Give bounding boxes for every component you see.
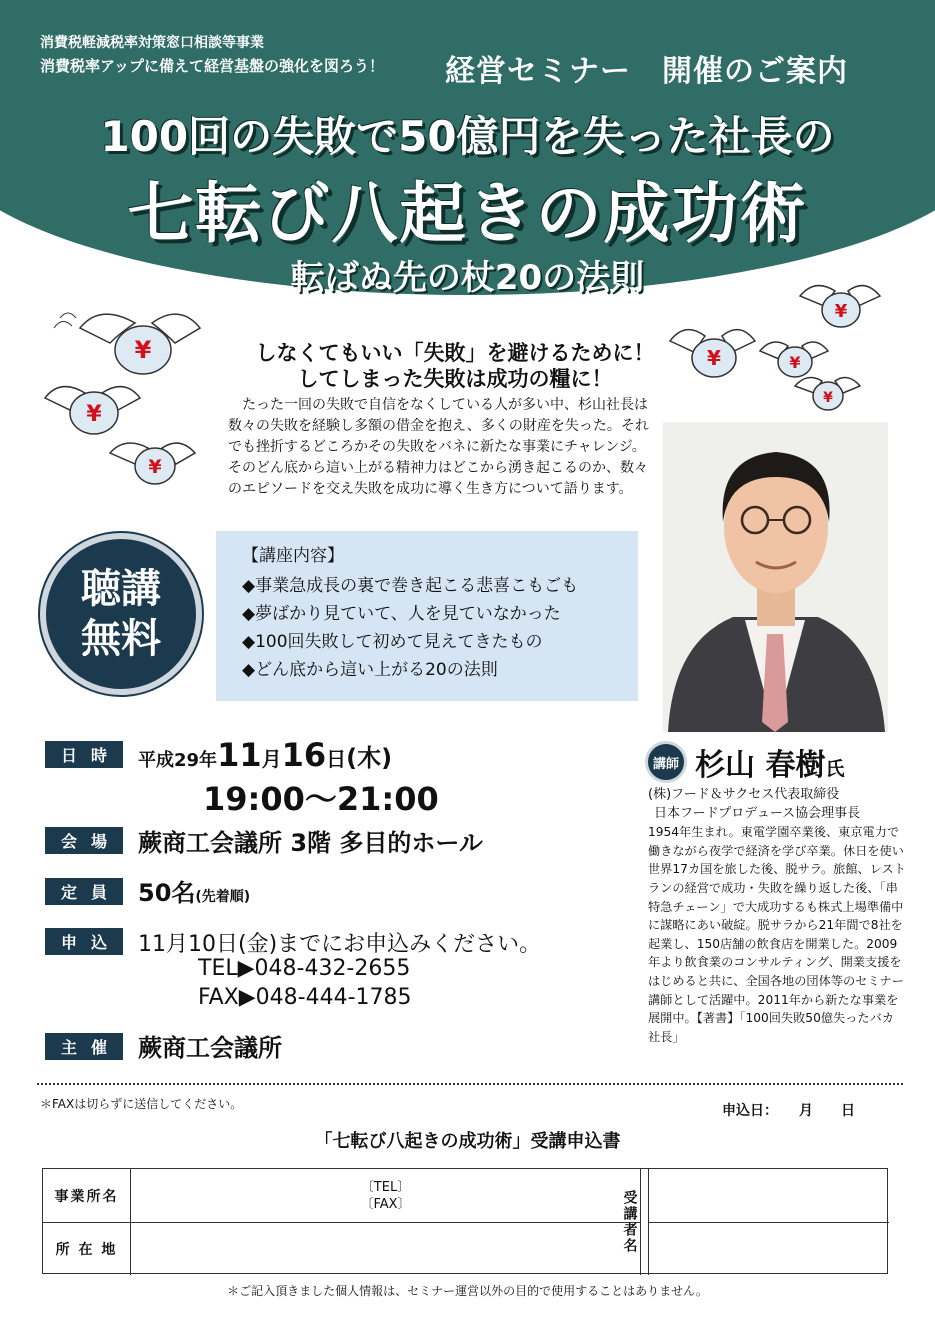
free-badge-line-2: 無料 [81, 616, 161, 662]
address-label: 所 在 地 [43, 1223, 131, 1275]
cut-line-divider [37, 1083, 903, 1085]
form-title: 「七転び八起きの成功術」受講申込書 [314, 1131, 621, 1152]
attendee-label: 受講者名 [611, 1169, 649, 1275]
flying-money-bag-icon [45, 387, 140, 434]
capacity-label: 定員 [45, 878, 123, 905]
date-era: 平成29年 [138, 750, 218, 771]
course-item: ◆夢ばかり見ていて、人を見ていなかった [242, 604, 561, 624]
attendee-field-1[interactable] [649, 1169, 889, 1223]
date-day: 16 [281, 736, 327, 774]
intro-paragraph: たった一回の失敗で自信をなくしている人が多い中、杉山社長は数々の失敗を経験し多額の借金を抱え、多くの財産を失った。それでも挫折するどころかその失敗をバネに新たな事業にチャレンジ。そのどん底から這い上がる精神力はどこから湧き起こるのか、数々のエピソードを交え失敗を成功に導く生き方について語ります。 [228, 397, 649, 497]
course-item: ◆事業急成長の裏で巻き起こる悲喜こもごも [242, 576, 579, 596]
svg-text:¥: ¥ [134, 336, 152, 364]
free-badge-line-1: 聴講 [81, 566, 161, 612]
svg-text:¥: ¥ [707, 346, 721, 370]
speaker-name: 杉山 春樹 [695, 748, 826, 783]
flying-money-bag-icon [800, 286, 880, 327]
apply-tel[interactable]: TEL▶048-432-2655 [198, 956, 411, 981]
date-weekday: (木) [346, 744, 393, 772]
speaker-profile [648, 786, 906, 1046]
svg-text:¥: ¥ [823, 390, 833, 406]
capacity-note: (先着順) [195, 889, 251, 905]
svg-text:¥: ¥ [834, 301, 848, 322]
speaker-name-line [695, 740, 844, 784]
flying-money-bag-icon [795, 377, 860, 410]
apply-label: 申込 [45, 928, 123, 955]
lead-line-2: してしまった失敗は成功の糧に！ [297, 367, 613, 391]
course-content-box [216, 531, 638, 701]
header-seminar-label: 経営セミナー 開催のご案内 [445, 54, 848, 89]
flying-money-bag-icon [760, 342, 828, 377]
flying-money-bag-icon [110, 443, 195, 484]
lead-line-1: しなくてもいい「失敗」を避けるために！ [255, 341, 655, 365]
svg-text:¥: ¥ [789, 353, 801, 372]
address-field[interactable] [131, 1223, 641, 1275]
speaker-honorific: 氏 [825, 758, 845, 780]
fax-note: ＊FAXは切らずに送信してください。 [40, 1097, 243, 1111]
apply-fax[interactable]: FAX▶048-444-1785 [198, 985, 412, 1010]
flying-money-illustration-left [40, 288, 250, 508]
headline-sub: 転ばぬ先の杖20の法則 [290, 258, 645, 298]
date-day-unit: 日 [326, 747, 347, 771]
capacity-number: 50名 [138, 879, 196, 907]
fax-placeholder: 〔FAX〕 [360, 1197, 411, 1212]
event-time: 19:00～21:00 [203, 780, 439, 818]
header-subtitle-program: 消費税軽減税率対策窓口相談等事業 [40, 35, 264, 51]
course-item: ◆どん底から這い上がる20の法則 [242, 660, 498, 680]
svg-text:¥: ¥ [148, 456, 162, 478]
host-label: 主催 [45, 1033, 123, 1060]
capacity-value [138, 873, 250, 908]
speaker-role-1: (株)フード＆サクセス代表取締役 [648, 787, 840, 802]
course-content-title: 【講座内容】 [242, 546, 344, 566]
host-name: 蕨商工会議所 [138, 1034, 282, 1062]
speaker-bio: 1954年生まれ。東電学園卒業後、東京電力で働きながら夜学で経済を学び卒業。休日を使い世界17カ国を旅した後、脱サラ。旅館、レストランの経営で成功・失敗を繰り返した後、「串特急チェーン」で大成功するも株式上場準備中に謀略にあい破綻。脱サラから21年間で8社を起業し、150店舗の飲食店を開業した。2009年より飲食業のコンサルティング、開業支援をはじめると共に、全国各地の団体等のセミナー講師として活躍中。2011年から新たな事業を展開中。【著書】「100回失敗50億失ったバカ社長」 [648, 825, 906, 1044]
office-name-field[interactable] [131, 1169, 641, 1223]
flying-money-bag-icon [670, 330, 755, 377]
header-subtitle-tax: 消費税率アップに備えて経営基盤の強化を図ろう！ [40, 57, 384, 75]
speaker-photo [663, 422, 888, 732]
date-month-unit: 月 [261, 747, 282, 771]
event-date [138, 736, 392, 774]
flying-money-bag-icon [54, 313, 200, 374]
office-name-label: 事業所名 [43, 1169, 131, 1223]
headline-main: 七転び八起きの成功術 [127, 175, 808, 252]
date-label: 日時 [45, 741, 123, 768]
tel-placeholder: 〔TEL〕 [360, 1180, 411, 1195]
venue-label: 会場 [45, 827, 123, 854]
free-admission-badge [40, 533, 202, 695]
privacy-note: ＊ご記入頂きました個人情報は、セミナー運営以外の目的で使用することはありません。 [227, 1284, 708, 1298]
speaker-badge: 講師 [645, 741, 687, 783]
apply-deadline: 11月10日(金)までにお申込みください。 [138, 932, 542, 957]
speaker-role-2: 日本フードプロデュース協会理事長 [654, 805, 861, 821]
flying-money-illustration-right [660, 276, 890, 421]
venue-name: 蕨商工会議所 3階 多目的ホール [138, 829, 483, 857]
course-item: ◆100回失敗して初めて見えてきたもの [242, 632, 543, 652]
attendee-field-2[interactable] [649, 1223, 889, 1275]
headline-top: 100回の失敗で50億円を失った社長の [100, 112, 835, 161]
svg-text:¥: ¥ [86, 402, 102, 427]
application-date-field[interactable]: 申込日： 月 日 [722, 1103, 855, 1119]
application-form-table [42, 1168, 888, 1274]
date-month: 11 [217, 736, 262, 774]
